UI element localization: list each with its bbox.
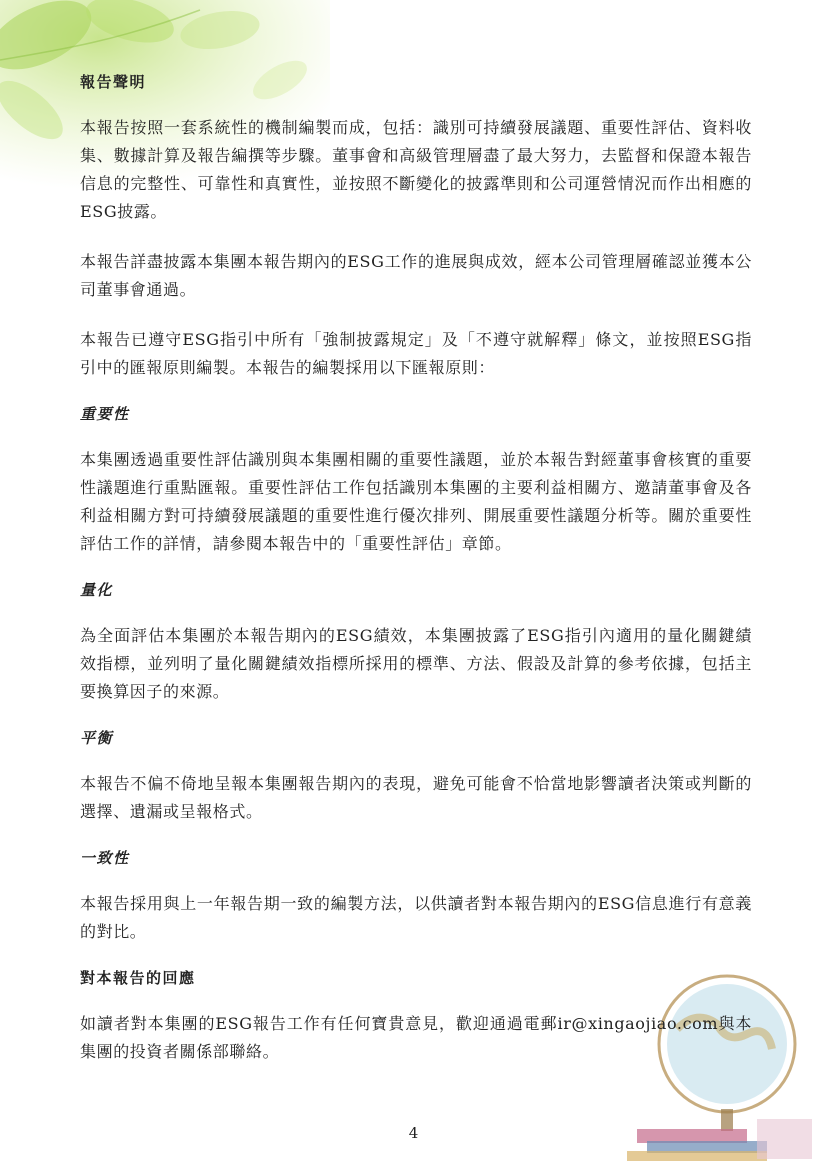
paragraph: 如讀者對本集團的ESG報告工作有任何寶貴意見，歡迎通過電郵ir@xingaojiao.com與本集團的投資者關係部聯絡。: [80, 1014, 752, 1061]
paragraph: 為全面評估本集團於本報告期內的ESG績效，本集團披露了ESG指引內適用的量化關鍵績效指標，並列明了量化關鍵績效指標所採用的標準、方法、假設及計算的參考依據，包括主要換算因子的來源。: [80, 626, 752, 701]
section-heading-report-statement: 報告聲明: [80, 73, 147, 91]
paragraph: 本報告已遵守ESG指引中所有「強制披露規定」及「不遵守就解釋」條文，並按照ESG指引中的匯報原則編製。本報告的編製採用以下匯報原則：: [80, 330, 752, 377]
page-number: 4: [408, 1124, 419, 1142]
section-heading-materiality: 重要性: [80, 405, 130, 423]
section-heading-consistency: 一致性: [80, 849, 130, 867]
paragraph: 本報告不偏不倚地呈報本集團報告期內的表現，避免可能會不恰當地影響讀者決策或判斷的選擇、遺漏或呈報格式。: [80, 774, 752, 821]
paragraph: 本集團透過重要性評估識別與本集團相關的重要性議題，並於本報告對經董事會核實的重要性議題進行重點匯報。重要性評估工作包括識別本集團的主要利益相關方、邀請董事會及各利益相關方對可持續發展議題的重要性進行優次排列、開展重要性議題分析等。關於重要性評估工作的詳情，請參閱本報告中的「重要性評估」章節。: [80, 450, 752, 553]
section-heading-quantitative: 量化: [80, 581, 114, 599]
paragraph: 本報告按照一套系統性的機制編製而成，包括：識別可持續發展議題、重要性評估、資料收集、數據計算及報告編撰等步驟。董事會和高級管理層盡了最大努力，去監督和保證本報告信息的完整性、可靠性和真實性，並按照不斷變化的披露準則和公司運營情況而作出相應的ESG披露。: [80, 118, 752, 221]
section-heading-balance: 平衡: [80, 729, 114, 747]
paragraph: 本報告採用與上一年報告期一致的編製方法，以供讀者對本報告期內的ESG信息進行有意義的對比。: [80, 894, 752, 941]
report-content: [80, 72, 752, 1088]
paragraph: 本報告詳盡披露本集團本報告期內的ESG工作的進展與成效，經本公司管理層確認並獲本公司董事會通過。: [80, 252, 752, 299]
section-heading-feedback: 對本報告的回應: [80, 969, 196, 987]
